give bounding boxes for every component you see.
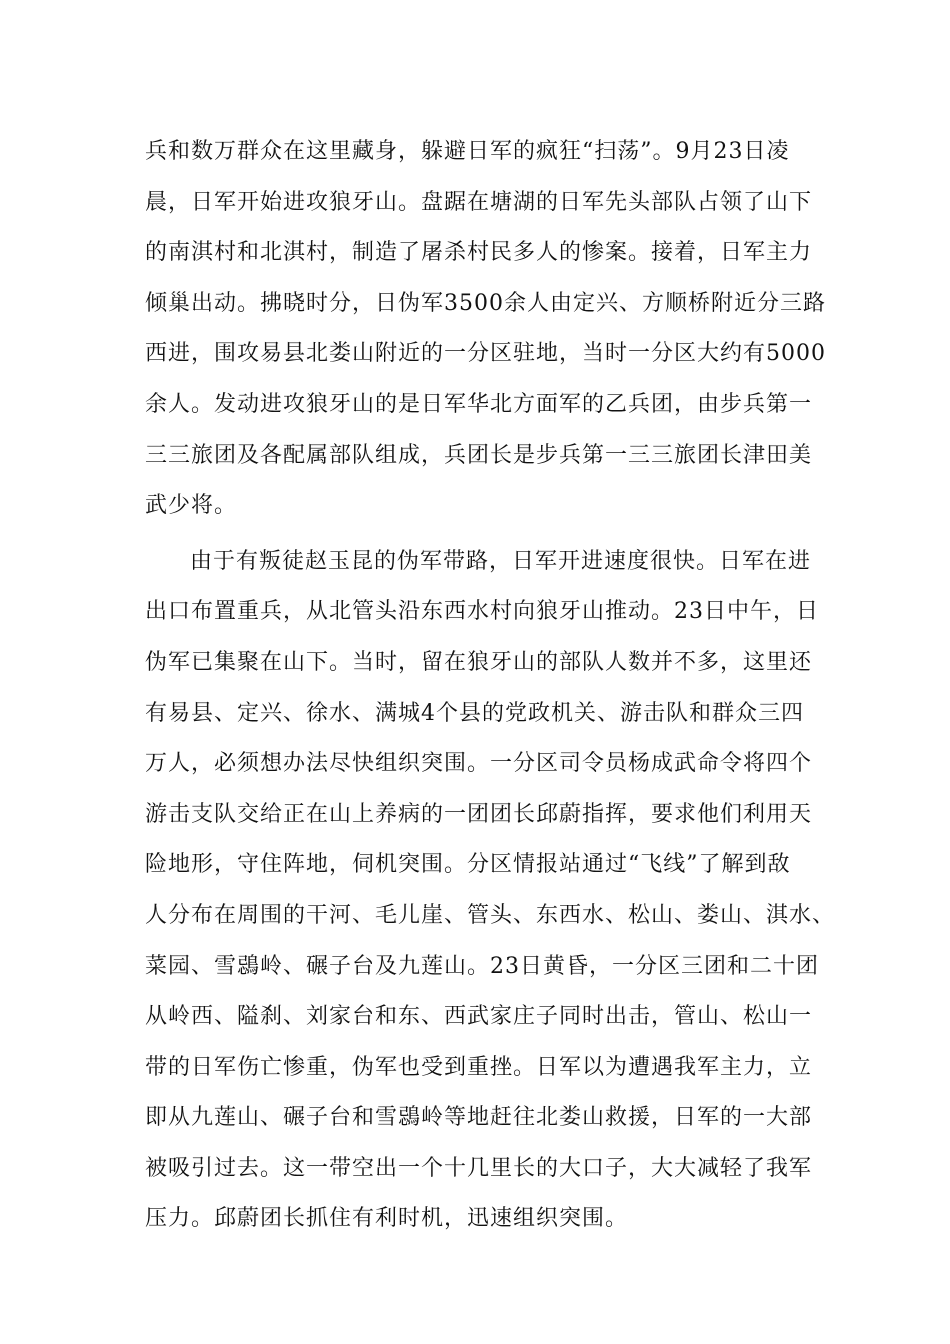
text-line: 西进，围攻易县北娄山附近的一分区驻地，当时一分区大约有5000 <box>145 341 826 367</box>
text-line: 兵和数万群众在这里藏身，躲避日军的疯狂“扫荡”。9月23日凌 <box>145 139 790 164</box>
text-line: 带的日军伤亡惨重，伪军也受到重挫。日军以为遭遇我军主力，立 <box>145 1054 813 1080</box>
text-line: 游击支队交给正在山上养病的一团团长邱蔚指挥，要求他们利用天 <box>145 801 813 827</box>
text-line: 从岭西、隘刹、刘家台和东、西武家庄子同时出击，管山、松山一 <box>145 1004 813 1030</box>
text-line: 被吸引过去。这一带空出一个十几里长的大口子，大大减轻了我军 <box>145 1155 813 1181</box>
text-line: 即从九莲山、碾子台和雪鵋岭等地赶往北娄山救援，日军的一大部 <box>145 1105 813 1131</box>
text-line: 人分布在周围的干河、毛儿崖、管头、东西水、松山、娄山、淇水、 <box>145 902 836 928</box>
document-body <box>145 127 836 1245</box>
paragraph-1 <box>145 127 825 532</box>
text-line: 菜园、雪鵋岭、碾子台及九莲山。23日黄昏，一分区三团和二十团 <box>145 953 819 979</box>
text-line: 倾巢出动。拂晓时分，日伪军3500余人由定兴、方顺桥附近分三路 <box>145 290 826 316</box>
text-line: 由于有叛徒赵玉昆的伪军带路，日军开进速度很快。日军在进 <box>190 548 812 574</box>
text-line: 三三旅团及各配属部队组成，兵团长是步兵第一三三旅团长津田美 <box>145 442 813 468</box>
text-line: 余人。发动进攻狼牙山的是日军华北方面军的乙兵团，由步兵第一 <box>145 391 813 417</box>
text-line: 压力。邱蔚团长抓住有利时机，迅速组织突围。 <box>145 1206 629 1232</box>
text-line: 出口布置重兵，从北管头沿东西水村向狼牙山推动。23日中午，日 <box>145 599 819 625</box>
text-line: 险地形，守住阵地，伺机突围。分区情报站通过“飞线”了解到敌 <box>145 852 791 878</box>
text-line: 有易县、定兴、徐水、满城4个县的党政机关、游击队和群众三四 <box>145 700 804 726</box>
text-line: 万人，必须想办法尽快组织突围。一分区司令员杨成武命令将四个 <box>145 751 813 777</box>
text-line: 伪军已集聚在山下。当时，留在狼牙山的部队人数并不多，这里还 <box>145 649 813 675</box>
paragraph-2 <box>145 537 836 1245</box>
text-line: 的南淇村和北淇村，制造了屠杀村民多人的惨案。接着，日军主力 <box>145 240 813 266</box>
text-line: 晨，日军开始进攻狼牙山。盘踞在塘湖的日军先头部队占领了山下 <box>145 189 813 215</box>
text-line: 武少将。 <box>145 493 238 519</box>
